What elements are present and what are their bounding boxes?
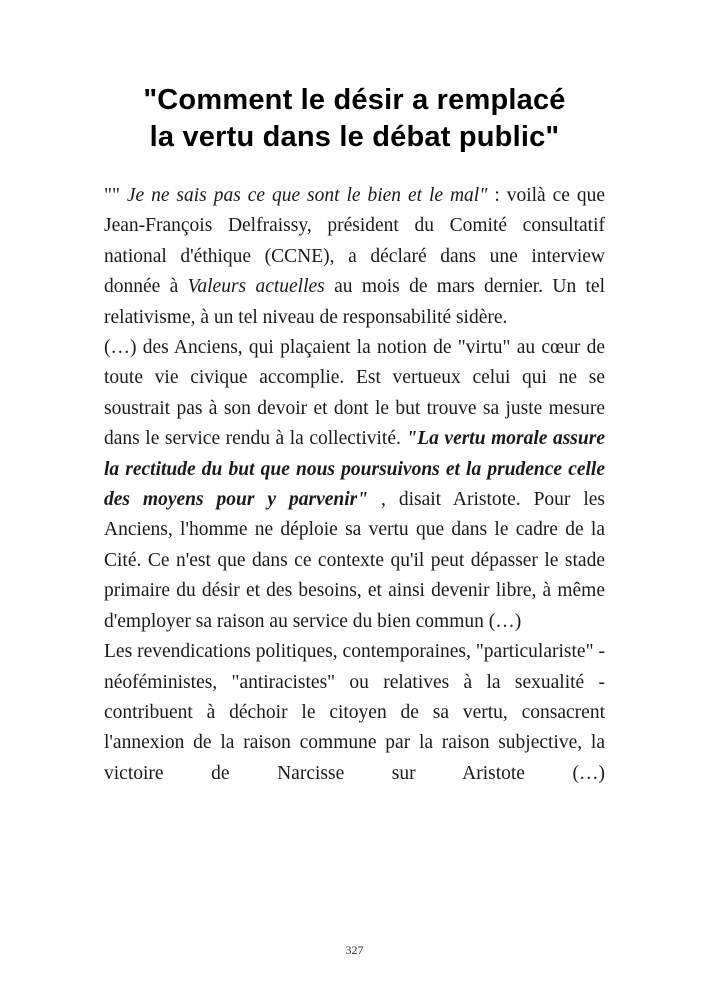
text-segment-normal: , disait Aristote. Pour les Anciens, l'homme ne déploie sa vertu que dans le cadre de la Cité. Ce n'est que dans ce contexte qu'il peut dépasser le stade primaire du désir et des besoins, et ainsi devenir libre, à même d'employer sa raison au service du bien commun (…) (104, 489, 606, 632)
paragraph (104, 333, 605, 637)
paragraph (104, 637, 605, 789)
page-number: 327 (345, 943, 364, 957)
page-title (104, 82, 605, 156)
text-segment-italic: Valeurs actuelles (187, 276, 325, 298)
page-title-line-1: "Comment le désir a remplacé (143, 84, 566, 116)
paragraph (104, 181, 605, 333)
text-segment-italic: Je ne sais pas ce que sont le bien et le mal" (126, 185, 488, 206)
page-title-line-2: la vertu dans le débat public" (149, 121, 560, 153)
text-segment-bold-italic: "La vertu morale assure la rectitude du but que nous poursuivons et la prudence celle des moyens pour y parvenir" (104, 428, 605, 511)
article-body (104, 181, 605, 789)
text-segment-normal: (…) des Anciens, qui plaçaient la notion de "virtu" au cœur de toute vie civique accomplie. Est vertueux celui qui ne se soustrait pas à son devoir et dont le but trouve sa juste mesure dans le service rendu à la collectivité. (104, 337, 605, 450)
text-segment-normal: Les revendications politiques, contemporaines, "particulariste" - néoféministes, "antiracistes" ou relatives à la sexualité - contribuent à déchoir le citoyen de sa vertu, consacrent l'annexion de la raison commune par la raison subjective, la victoire de Narcisse sur Aristote (…) (104, 641, 605, 784)
text-segment-normal: : voilà ce que Jean-François Delfraissy, président du Comité consultatif national d'éthique (CCNE), a déclaré dans une interview donnée à (104, 185, 606, 298)
text-segment-normal: "" (104, 185, 127, 206)
text-segment-normal: au mois de mars dernier. Un tel relativisme, à un tel niveau de responsabilité sidère. (104, 276, 606, 328)
